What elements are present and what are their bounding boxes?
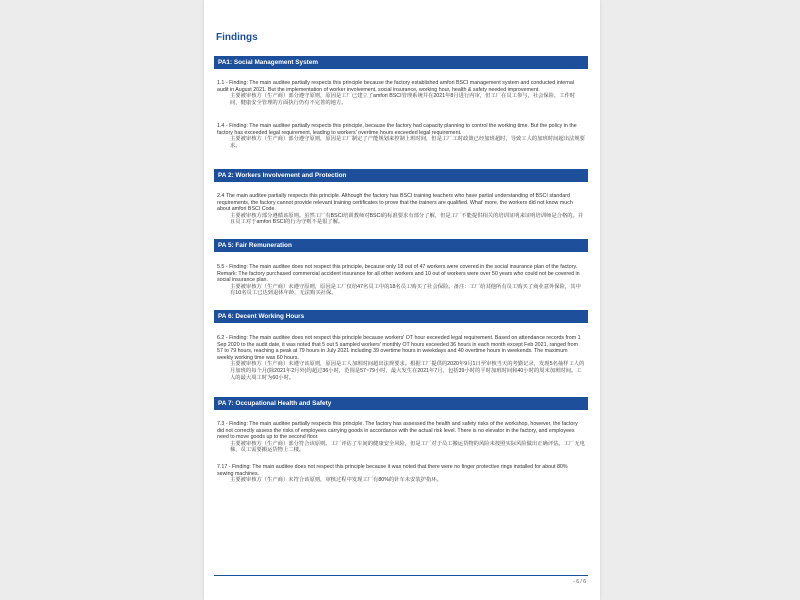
finding-7-3-english: 7.3 - Finding: The main auditee partially respects this principle. The factory has assessed the health and safety risks of the workshop, however, the factory did not correctly assess the risks of employees carrying goods in accordance with the actual risk level. There is no elevator in the factory, and employees need to move goods up to the second floor. [217,421,578,441]
finding-7-17-chinese: 主要被审核方（生产商）未符合该原则，审核过程中发现工厂有80%的针车未安装护指环。 [230,477,442,484]
section-heading-pa7: PA 7: Occupational Health and Safety [214,397,588,410]
finding-1-4 [217,123,585,149]
finding-1-1-chinese: 主要被审核方（生产商）部分遵守原则，原因是工厂已建立了amfori BSCI管理系统并在2021年8月进行内审，但工厂在员工参与，社会保险，工作时间，健康安全管理的方面执行仍有不完善的地方。 [230,93,576,106]
finding-5-5 [217,264,585,297]
section-heading-pa1: PA1: Social Management System [214,56,588,69]
report-page [204,0,600,600]
finding-1-4-chinese: 主要被审核方（生产商）部分遵守原则，原因是工厂制定了产能规划来控制上班时间，但是工厂工时政策已经加班超时，导致工人的加班时间超出法规要求。 [230,136,585,149]
finding-6-2-chinese: 主要被审核方（生产商）未遵守该原则，原因是工人加班时间超出法规要求。根据工厂提供的2020年9月1日至审核当天的考勤记录，发现5名抽样工人的月加班的每个月(除2021年2月外)均超过36小时，范围是57~79小时，最大发生在2021年7月，包括39小时的平时加班时间和40小时的周末加班时间。工人的最大周工时为60小时。 [230,361,585,381]
finding-7-17 [217,464,585,484]
finding-1-1 [217,80,585,106]
finding-6-2 [217,335,585,381]
footer-divider [214,575,588,576]
finding-6-2-english: 6.2 - Finding: The main auditee does not respect this principle because workers' OT hour exceeded legal requirement. Based on attendance records from 1 Sep 2020 to the audit date, it was noted that 5 out 5 sampled workers' monthly OT hours exceeded 36 hours in each month except Feb 2021, ranged from 57 to 79 hours, reaching a peak at 79 hours in July 2021 including 39 overtime hours in weekdays and 40 overtime hours in weekends. The maximum weekly working time was 60 hours. [217,335,581,361]
page-number: - 6 / 6 [573,579,586,585]
finding-2-4 [217,193,585,226]
finding-5-5-english: 5.5 - Finding: The main auditee does not respect this principle, because only 18 out of 47 workers were covered in the social insurance plan of the factory. Remark: The factory purchased commercial accident insurance for all other workers and 10 out of workers were over 50 years who could not be covered in social insurance plan. [217,264,580,284]
finding-7-3-chinese: 主要被审核方（生产商）部分符合该原则。工厂评估了车间的健康安全风险，但是工厂对于员工搬运货物的风险未按照实际风险做出正确评估。工厂无电梯，员工需要搬运货物上二楼。 [230,440,585,454]
page-title: Findings [216,32,258,43]
finding-1-1-english: 1.1 - Finding: The main auditee partially respects this principle because the factory established amfori BSCI management system and conducted internal audit in August 2021. But the implementation of worker involvement, social insurance, working hour, health & safety needed improvement. [217,80,575,93]
finding-2-4-english: 2.4 The main auditee partially respects this principle. Although the factory has BSCI training teachers who have partial understanding of BSCI standard requirements, the factory cannot provide relevant training certificates to prove that the trainers are qualified. What' more, the workers did not know much about amfori BSCI Code. [217,193,573,213]
section-heading-pa6: PA 6: Decent Working Hours [214,310,588,323]
finding-2-4-chinese: 主要被审核方部分遵循该原则。虽然工厂有BSCI培训教师对BSCI的标准要求有部分了解，但是工厂不能提供相关的培训证明来证明培训师是合格的。并且员工对于amfori BSCI的行为守则不是很了解。 [230,212,584,226]
finding-1-4-english: 1.4 - Finding: The main auditee partially respects this principle, because the factory had capacity planning to control the working time. But the policy in the factory has exceeded legal requirement, leading to workers' overtime hours exceeded legal requirement. [217,123,577,136]
finding-7-3 [217,421,585,454]
section-heading-pa2: PA 2: Workers Involvement and Protection [214,169,588,182]
finding-7-17-english: 7.17 - Finding: The main auditee does not respect this principle because it was noted that there were no finger protective rings installed for about 80% sewing machines. [217,464,568,477]
finding-5-5-chinese: 主要被审核方（生产商）未遵守原则，原因是工厂仅给47名员工中的18名员工购买了社会保险。备注：工厂给其他所有员工购买了商业意外保险，其中有10名员工已达到退休年龄，无法购买社保。 [230,283,581,297]
section-heading-pa5: PA 5: Fair Remuneration [214,239,588,252]
